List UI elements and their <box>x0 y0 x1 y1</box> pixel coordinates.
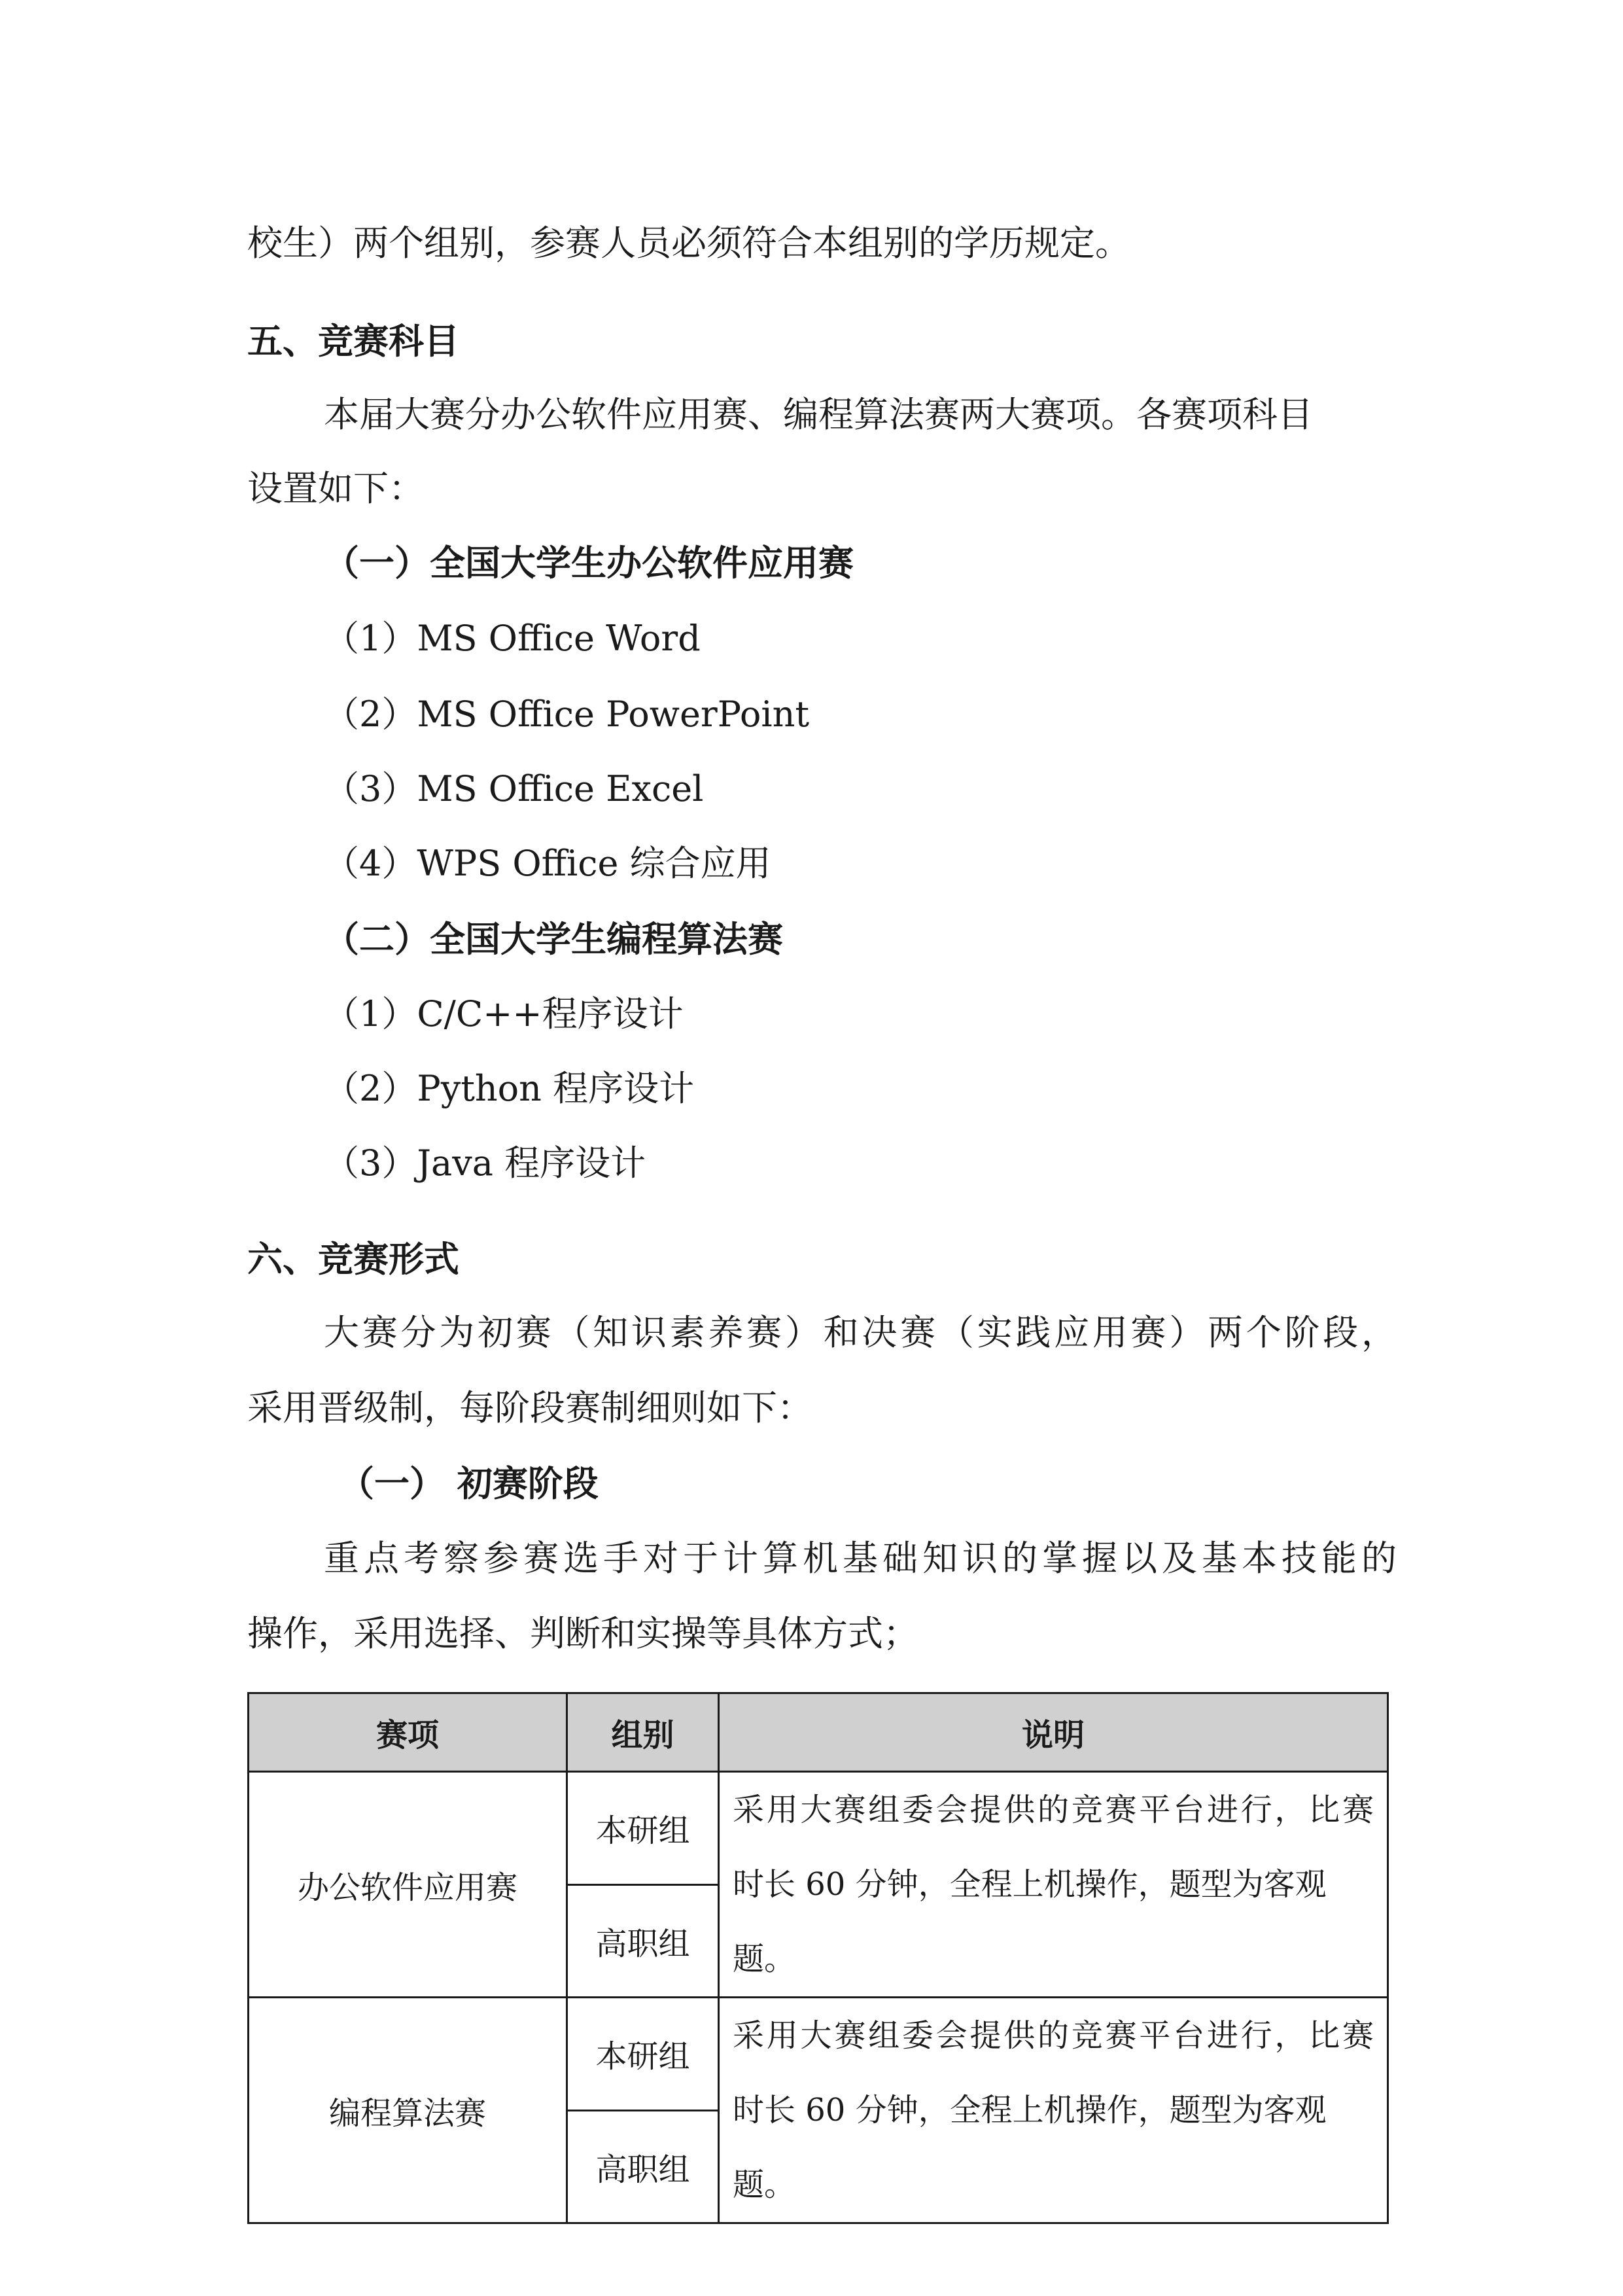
continuation-line: 校生）两个组别，参赛人员必须符合本组别的学历规定。 <box>247 222 1130 264</box>
paragraph-line: 设置如下： <box>247 468 424 509</box>
table-header-row <box>249 1693 1388 1772</box>
list-item: （3）Java 程序设计 <box>324 1142 646 1184</box>
list-item: （4）WPS Office 综合应用 <box>324 843 771 884</box>
list-item: （1）MS Office Word <box>324 618 701 659</box>
header-description: 说明 <box>719 1693 1388 1772</box>
paragraph-line: 采用晋级制，每阶段赛制细则如下： <box>247 1387 812 1428</box>
description-line: 采用大赛组委会提供的竞赛平台进行，比赛 <box>733 1792 1374 1828</box>
group-cell: 高职组 <box>567 1884 719 1998</box>
description-cell <box>719 1998 1388 2223</box>
subsection-office-heading: （一）全国大学生办公软件应用赛 <box>324 542 854 584</box>
list-item: （2）Python 程序设计 <box>324 1068 695 1109</box>
paragraph-line: 重点考察参赛选手对于计算机基础知识的掌握以及基本技能的 <box>324 1538 1397 1579</box>
subsection-preliminary-heading: （一） 初赛阶段 <box>339 1462 599 1504</box>
group-cell: 本研组 <box>567 1772 719 1885</box>
paragraph-line: 本届大赛分办公软件应用赛、编程算法赛两大赛项。各赛项科目 <box>324 394 1313 435</box>
table-row <box>249 1772 1388 1885</box>
group-cell: 高职组 <box>567 2110 719 2223</box>
description-line: 时长 60 分钟，全程上机操作，题型为客观题。 <box>733 1866 1327 1977</box>
list-item: （1）C/C++程序设计 <box>324 993 684 1034</box>
header-group: 组别 <box>567 1693 719 1772</box>
section-five-heading: 五、竞赛科目 <box>247 320 459 362</box>
list-item: （2）MS Office PowerPoint <box>324 694 810 735</box>
list-item: （3）MS Office Excel <box>324 768 704 809</box>
event-cell: 编程算法赛 <box>249 1998 567 2223</box>
header-event: 赛项 <box>249 1693 567 1772</box>
group-cell: 本研组 <box>567 1998 719 2111</box>
subsection-programming-heading: （二）全国大学生编程算法赛 <box>324 918 783 960</box>
section-six-heading: 六、竞赛形式 <box>247 1238 459 1280</box>
description-line: 时长 60 分钟，全程上机操作，题型为客观题。 <box>733 2092 1327 2203</box>
description-cell <box>719 1772 1388 1998</box>
paragraph-line: 大赛分为初赛（知识素养赛）和决赛（实践应用赛）两个阶段， <box>324 1312 1397 1353</box>
event-cell: 办公软件应用赛 <box>249 1772 567 1998</box>
paragraph-line: 操作，采用选择、判断和实操等具体方式； <box>247 1613 918 1654</box>
competition-table <box>247 1692 1389 2224</box>
table-row <box>249 1998 1388 2111</box>
description-line: 采用大赛组委会提供的竞赛平台进行，比赛 <box>733 2017 1374 2054</box>
